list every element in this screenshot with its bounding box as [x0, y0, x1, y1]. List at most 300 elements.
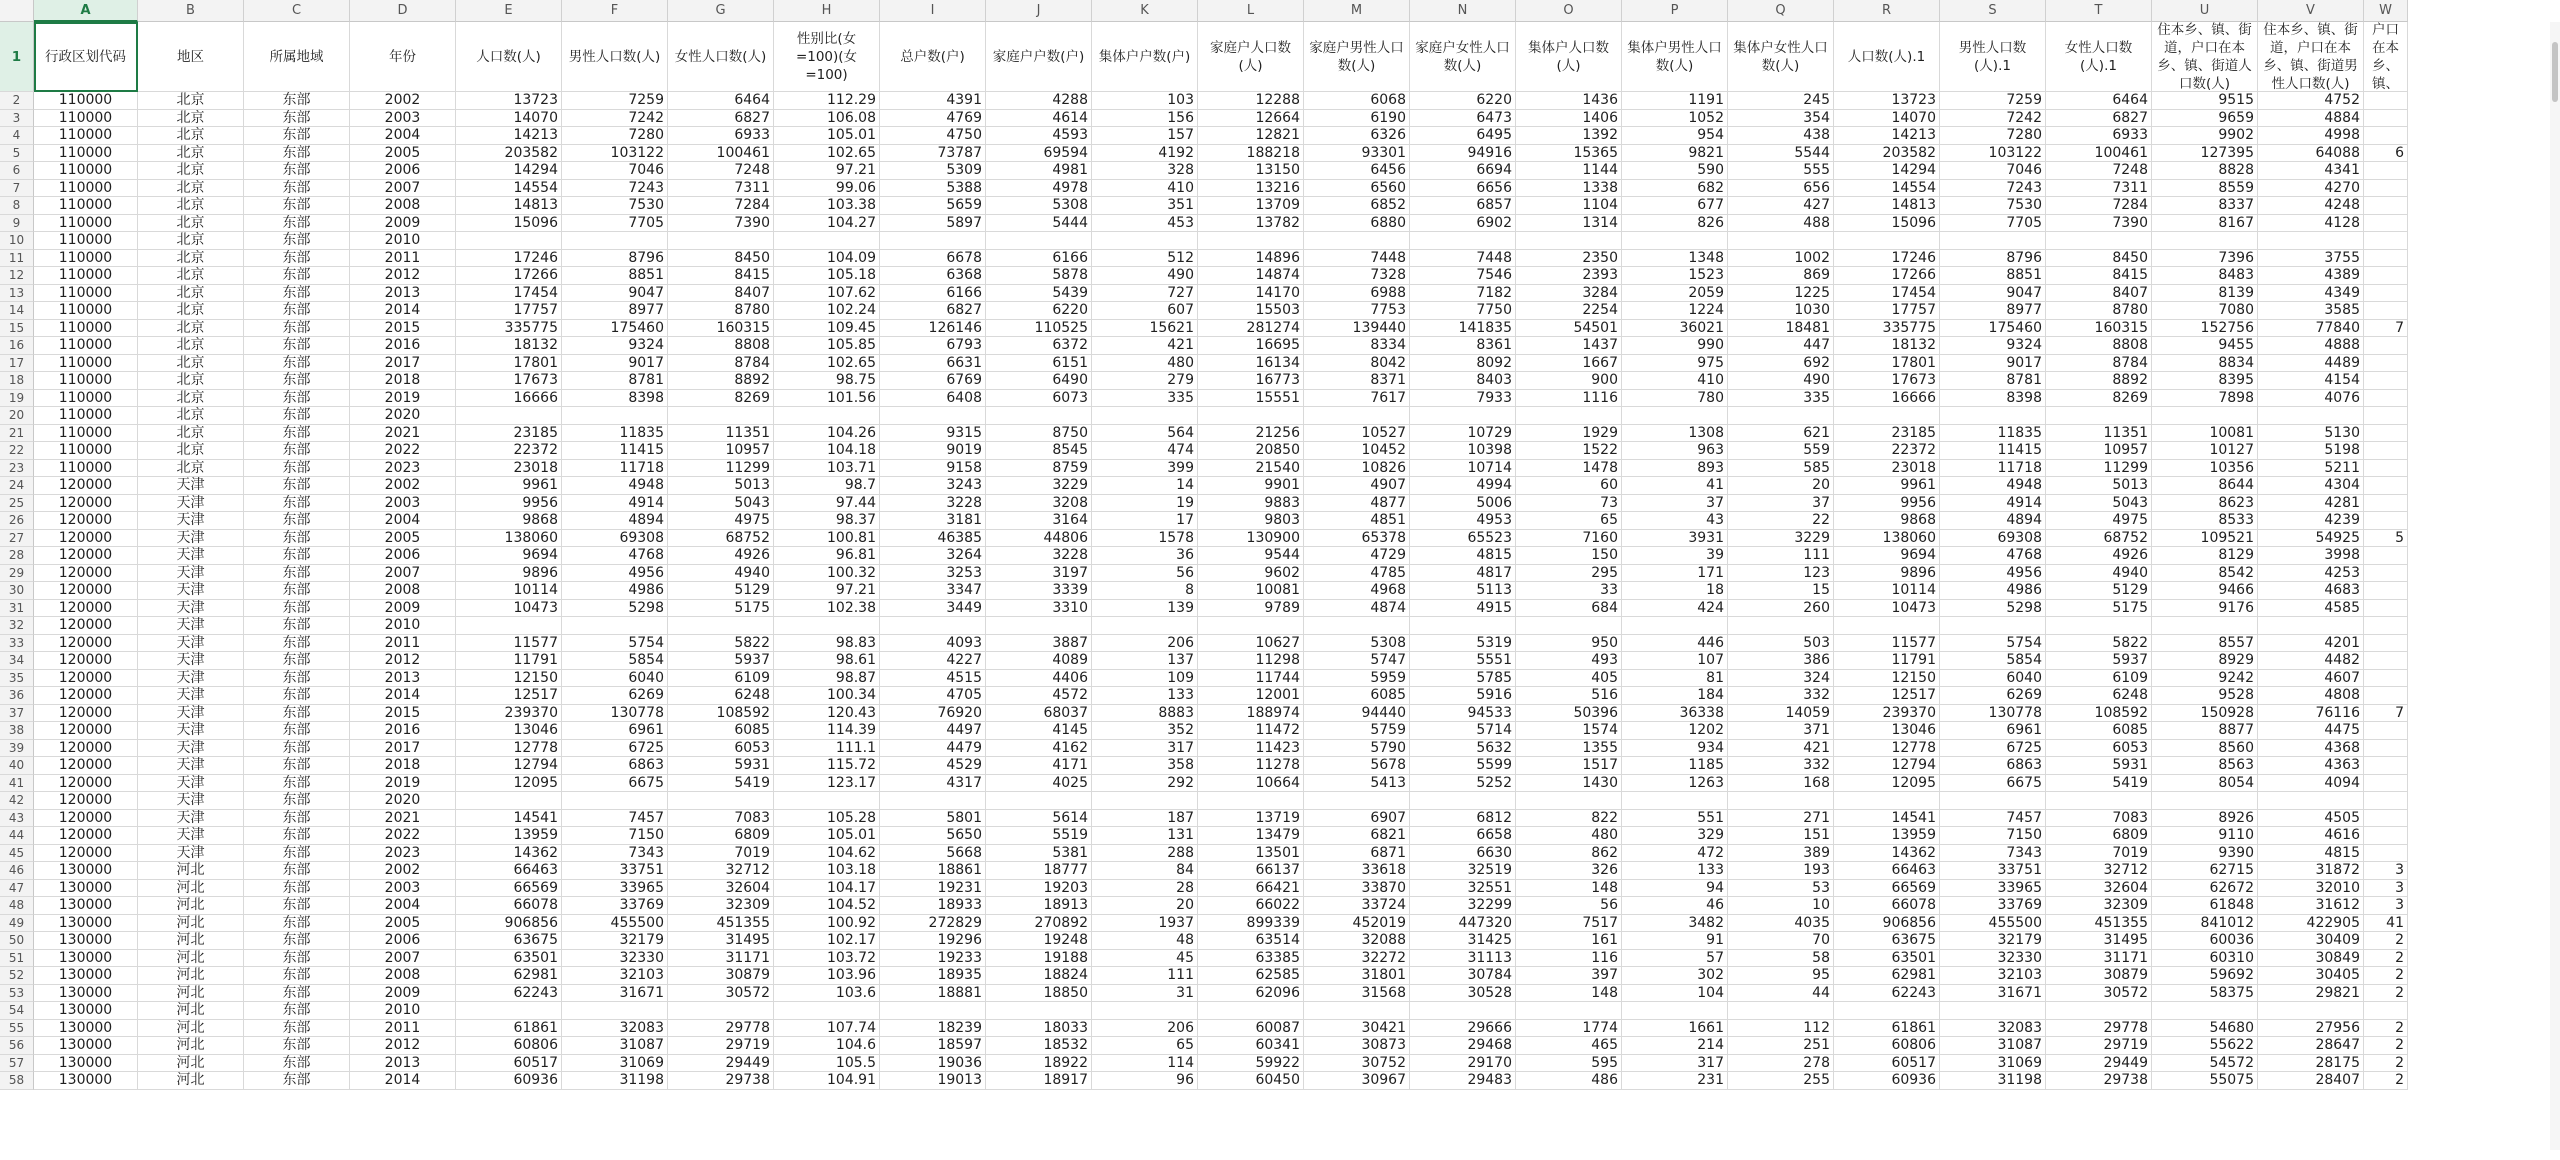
table-cell[interactable]: 76116	[2258, 705, 2364, 723]
table-cell[interactable]: 7160	[1516, 530, 1622, 548]
table-cell[interactable]: 7284	[668, 197, 774, 215]
table-cell[interactable]: 东部	[244, 652, 350, 670]
table-cell[interactable]: 北京	[138, 180, 244, 198]
table-cell[interactable]: 东部	[244, 1072, 350, 1090]
table-cell[interactable]: 9528	[2152, 687, 2258, 705]
table-cell[interactable]: 28	[1092, 880, 1198, 898]
table-cell[interactable]: 6560	[1304, 180, 1410, 198]
table-cell[interactable]: 22	[1728, 512, 1834, 530]
table-cell[interactable]: 60806	[1834, 1037, 1940, 1055]
table-cell[interactable]	[1728, 232, 1834, 250]
table-cell[interactable]: 5785	[1410, 670, 1516, 688]
table-cell[interactable]: 8780	[2046, 302, 2152, 320]
table-cell[interactable]: 9455	[2152, 337, 2258, 355]
table-cell[interactable]: 32309	[668, 897, 774, 915]
table-cell[interactable]: 58	[1728, 950, 1834, 968]
table-cell[interactable]: 北京	[138, 337, 244, 355]
table-cell[interactable]: 5931	[2046, 757, 2152, 775]
table-cell[interactable]: 4705	[880, 687, 986, 705]
table-cell[interactable]: 127395	[2152, 145, 2258, 163]
table-cell[interactable]: 32330	[562, 950, 668, 968]
table-cell[interactable]: 4089	[986, 652, 1092, 670]
row-number[interactable]: 36	[0, 687, 34, 705]
table-cell[interactable]: 4171	[986, 757, 1092, 775]
row-number[interactable]: 19	[0, 390, 34, 408]
table-cell[interactable]	[2258, 792, 2364, 810]
table-cell[interactable]: 天津	[138, 722, 244, 740]
table-cell[interactable]: 东部	[244, 565, 350, 583]
table-cell[interactable]	[1304, 1002, 1410, 1020]
table-cell[interactable]: 2007	[350, 180, 456, 198]
table-cell[interactable]: 94533	[1410, 705, 1516, 723]
table-cell[interactable]: 6166	[880, 285, 986, 303]
table-cell[interactable]: 58375	[2152, 985, 2258, 1003]
table-cell[interactable]: 111	[1092, 967, 1198, 985]
table-cell[interactable]: 23018	[1834, 460, 1940, 478]
table-cell[interactable]: 10473	[1834, 600, 1940, 618]
table-cell[interactable]: 28175	[2258, 1055, 2364, 1073]
table-cell[interactable]: 18824	[986, 967, 1092, 985]
table-cell[interactable]: 天津	[138, 775, 244, 793]
table-cell[interactable]: 14213	[1834, 127, 1940, 145]
table-cell[interactable]: 9902	[2152, 127, 2258, 145]
table-cell[interactable]: 486	[1516, 1072, 1622, 1090]
table-cell[interactable]: 6656	[1410, 180, 1516, 198]
table-cell[interactable]: 18132	[456, 337, 562, 355]
row-number[interactable]: 12	[0, 267, 34, 285]
table-cell[interactable]: 9883	[1198, 495, 1304, 513]
table-cell[interactable]: 5650	[880, 827, 986, 845]
table-cell[interactable]	[2046, 792, 2152, 810]
table-cell[interactable]: 302	[1622, 967, 1728, 985]
table-cell[interactable]: 1929	[1516, 425, 1622, 443]
table-cell[interactable]: 31069	[1940, 1055, 2046, 1073]
table-cell[interactable]: 4851	[1304, 512, 1410, 530]
table-cell[interactable]: 河北	[138, 985, 244, 1003]
table-cell[interactable]: 37	[1728, 495, 1834, 513]
table-cell[interactable]	[1410, 407, 1516, 425]
table-cell[interactable]: 8483	[2152, 267, 2258, 285]
active-cell[interactable]: 行政区划代码	[34, 22, 138, 92]
table-cell[interactable]: 5013	[668, 477, 774, 495]
table-cell[interactable]: 559	[1728, 442, 1834, 460]
table-cell[interactable]: 7	[2364, 705, 2408, 723]
table-cell[interactable]: 99.06	[774, 180, 880, 198]
table-cell[interactable]: 104	[1622, 985, 1728, 1003]
table-cell[interactable]: 110000	[34, 92, 138, 110]
table-cell[interactable]: 114	[1092, 1055, 1198, 1073]
table-cell[interactable]: 150	[1516, 547, 1622, 565]
table-cell[interactable]: 94916	[1410, 145, 1516, 163]
table-cell[interactable]: 8269	[2046, 390, 2152, 408]
table-cell[interactable]: 8337	[2152, 197, 2258, 215]
table-cell[interactable]: 595	[1516, 1055, 1622, 1073]
table-cell[interactable]: 5931	[668, 757, 774, 775]
table-cell[interactable]: 335775	[456, 320, 562, 338]
table-cell[interactable]	[1834, 1002, 1940, 1020]
table-cell[interactable]: 东部	[244, 495, 350, 513]
table-cell[interactable]	[1940, 792, 2046, 810]
table-cell[interactable]: 31198	[562, 1072, 668, 1090]
table-cell[interactable]: 585	[1728, 460, 1834, 478]
table-cell[interactable]: 30421	[1304, 1020, 1410, 1038]
table-cell[interactable]: 2016	[350, 722, 456, 740]
table-cell[interactable]: 203582	[456, 145, 562, 163]
table-cell[interactable]: 105.01	[774, 827, 880, 845]
table-cell[interactable]: 北京	[138, 162, 244, 180]
table-cell[interactable]	[2364, 600, 2408, 618]
table-cell[interactable]: 3264	[880, 547, 986, 565]
table-cell[interactable]: 59692	[2152, 967, 2258, 985]
table-cell[interactable]: 352	[1092, 722, 1198, 740]
table-cell[interactable]: 天津	[138, 845, 244, 863]
table-cell[interactable]: 8781	[1940, 372, 2046, 390]
table-cell[interactable]: 12517	[1834, 687, 1940, 705]
table-cell[interactable]: 1436	[1516, 92, 1622, 110]
table-cell[interactable]	[2152, 617, 2258, 635]
row-number[interactable]: 21	[0, 425, 34, 443]
table-cell[interactable]: 9896	[456, 565, 562, 583]
table-cell[interactable]: 天津	[138, 582, 244, 600]
header-cell[interactable]: 总户数(户)	[880, 22, 986, 92]
table-cell[interactable]: 60310	[2152, 950, 2258, 968]
table-cell[interactable]: 56	[1092, 565, 1198, 583]
table-cell[interactable]: 8796	[1940, 250, 2046, 268]
table-cell[interactable]: 727	[1092, 285, 1198, 303]
table-cell[interactable]: 110000	[34, 285, 138, 303]
table-cell[interactable]: 5897	[880, 215, 986, 233]
table-cell[interactable]: 110000	[34, 460, 138, 478]
table-cell[interactable]: 6109	[2046, 670, 2152, 688]
table-cell[interactable]: 22372	[456, 442, 562, 460]
scrollbar-thumb[interactable]	[2552, 42, 2558, 102]
table-cell[interactable]: 1030	[1728, 302, 1834, 320]
column-header[interactable]: Q	[1728, 0, 1834, 22]
table-cell[interactable]: 65523	[1410, 530, 1516, 548]
table-cell[interactable]: 1308	[1622, 425, 1728, 443]
table-cell[interactable]: 北京	[138, 355, 244, 373]
table-cell[interactable]: 天津	[138, 810, 244, 828]
table-cell[interactable]: 1430	[1516, 775, 1622, 793]
table-cell[interactable]: 4479	[880, 740, 986, 758]
table-cell[interactable]: 12150	[456, 670, 562, 688]
table-cell[interactable]: 105.28	[774, 810, 880, 828]
table-cell[interactable]: 120000	[34, 582, 138, 600]
table-cell[interactable]: 东部	[244, 547, 350, 565]
row-number[interactable]: 18	[0, 372, 34, 390]
table-cell[interactable]: 2393	[1516, 267, 1622, 285]
table-cell[interactable]: 2009	[350, 215, 456, 233]
table-cell[interactable]: 120000	[34, 810, 138, 828]
table-cell[interactable]: 2008	[350, 967, 456, 985]
table-cell[interactable]: 10114	[456, 582, 562, 600]
table-cell[interactable]: 490	[1728, 372, 1834, 390]
table-cell[interactable]: 1185	[1622, 757, 1728, 775]
table-cell[interactable]: 1406	[1516, 110, 1622, 128]
table-cell[interactable]: 410	[1622, 372, 1728, 390]
table-cell[interactable]: 54680	[2152, 1020, 2258, 1038]
table-cell[interactable]: 53	[1728, 880, 1834, 898]
table-cell[interactable]: 31425	[1410, 932, 1516, 950]
table-cell[interactable]: 4683	[2258, 582, 2364, 600]
table-cell[interactable]: 19013	[880, 1072, 986, 1090]
table-cell[interactable]: 北京	[138, 407, 244, 425]
table-cell[interactable]: 13216	[1198, 180, 1304, 198]
table-cell[interactable]: 66022	[1198, 897, 1304, 915]
table-cell[interactable]: 29778	[2046, 1020, 2152, 1038]
table-cell[interactable]: 5754	[1940, 635, 2046, 653]
table-cell[interactable]: 4614	[986, 110, 1092, 128]
table-cell[interactable]	[2364, 827, 2408, 845]
table-cell[interactable]: 6269	[562, 687, 668, 705]
row-number[interactable]: 30	[0, 582, 34, 600]
table-cell[interactable]	[880, 232, 986, 250]
table-cell[interactable]	[774, 617, 880, 635]
table-cell[interactable]: 7530	[562, 197, 668, 215]
table-cell[interactable]: 1661	[1622, 1020, 1728, 1038]
table-cell[interactable]: 193	[1728, 862, 1834, 880]
table-cell[interactable]: 1002	[1728, 250, 1834, 268]
table-cell[interactable]: 7	[2364, 320, 2408, 338]
table-cell[interactable]: 7517	[1516, 915, 1622, 933]
table-cell[interactable]: 15	[1728, 582, 1834, 600]
table-cell[interactable]: 2	[2364, 1055, 2408, 1073]
table-cell[interactable]: 110000	[34, 180, 138, 198]
table-cell[interactable]: 104.17	[774, 880, 880, 898]
table-cell[interactable]: 东部	[244, 407, 350, 425]
table-cell[interactable]: 7280	[1940, 127, 2046, 145]
table-cell[interactable]	[2364, 582, 2408, 600]
table-cell[interactable]	[1410, 1002, 1516, 1020]
table-cell[interactable]: 2007	[350, 950, 456, 968]
table-cell[interactable]: 187	[1092, 810, 1198, 828]
table-cell[interactable]: 120000	[34, 740, 138, 758]
table-cell[interactable]: 317	[1092, 740, 1198, 758]
table-cell[interactable]: 8	[1092, 582, 1198, 600]
table-cell[interactable]: 5309	[880, 162, 986, 180]
table-cell[interactable]: 4270	[2258, 180, 2364, 198]
table-cell[interactable]: 1392	[1516, 127, 1622, 145]
row-number[interactable]: 24	[0, 477, 34, 495]
table-cell[interactable]: 29483	[1410, 1072, 1516, 1090]
table-cell[interactable]: 3181	[880, 512, 986, 530]
table-cell[interactable]: 2020	[350, 407, 456, 425]
table-cell[interactable]: 4094	[2258, 775, 2364, 793]
table-cell[interactable]: 13723	[1834, 92, 1940, 110]
table-cell[interactable]: 110000	[34, 267, 138, 285]
table-cell[interactable]: 5130	[2258, 425, 2364, 443]
table-cell[interactable]: 120000	[34, 635, 138, 653]
table-cell[interactable]: 110000	[34, 145, 138, 163]
header-cell[interactable]: 住本乡、镇、街道，户口在本乡、镇、街道男性人口数(人)	[2258, 22, 2364, 92]
table-cell[interactable]: 2011	[350, 250, 456, 268]
table-cell[interactable]: 31612	[2258, 897, 2364, 915]
table-cell[interactable]: 7046	[562, 162, 668, 180]
table-cell[interactable]: 东部	[244, 1055, 350, 1073]
table-cell[interactable]: 564	[1092, 425, 1198, 443]
table-cell[interactable]	[456, 1002, 562, 1020]
table-cell[interactable]: 30879	[668, 967, 774, 985]
header-cell[interactable]: 女性人口数(人)	[668, 22, 774, 92]
header-cell[interactable]: 男性人口数(人).1	[1940, 22, 2046, 92]
table-cell[interactable]: 33	[1516, 582, 1622, 600]
table-cell[interactable]: 5790	[1304, 740, 1410, 758]
table-cell[interactable]: 110000	[34, 250, 138, 268]
table-cell[interactable]: 东部	[244, 880, 350, 898]
row-number[interactable]: 39	[0, 740, 34, 758]
table-cell[interactable]: 东部	[244, 792, 350, 810]
table-cell[interactable]: 455500	[1940, 915, 2046, 933]
table-cell[interactable]	[1622, 407, 1728, 425]
column-header[interactable]: O	[1516, 0, 1622, 22]
table-cell[interactable]: 63514	[1198, 932, 1304, 950]
table-cell[interactable]: 7457	[1940, 810, 2046, 828]
table-cell[interactable]: 5822	[2046, 635, 2152, 653]
table-cell[interactable]: 3208	[986, 495, 1092, 513]
table-cell[interactable]: 6827	[2046, 110, 2152, 128]
table-cell[interactable]: 61861	[1834, 1020, 1940, 1038]
table-cell[interactable]	[880, 617, 986, 635]
table-cell[interactable]: 2012	[350, 1037, 456, 1055]
table-cell[interactable]: 130000	[34, 950, 138, 968]
table-cell[interactable]: 4975	[2046, 512, 2152, 530]
table-cell[interactable]: 326	[1516, 862, 1622, 880]
table-cell[interactable]	[2364, 687, 2408, 705]
table-cell[interactable]: 97.21	[774, 582, 880, 600]
table-cell[interactable]: 2022	[350, 442, 456, 460]
table-cell[interactable]: 8557	[2152, 635, 2258, 653]
table-cell[interactable]	[1834, 407, 1940, 425]
table-cell[interactable]: 7343	[562, 845, 668, 863]
table-cell[interactable]: 50396	[1516, 705, 1622, 723]
table-cell[interactable]: 161	[1516, 932, 1622, 950]
table-cell[interactable]: 8796	[562, 250, 668, 268]
table-cell[interactable]: 5599	[1410, 757, 1516, 775]
table-cell[interactable]: 160315	[668, 320, 774, 338]
table-cell[interactable]: 4948	[1940, 477, 2046, 495]
table-cell[interactable]: 32083	[562, 1020, 668, 1038]
table-cell[interactable]: 6151	[986, 355, 1092, 373]
table-cell[interactable]: 32330	[1940, 950, 2046, 968]
table-cell[interactable]	[2364, 337, 2408, 355]
table-cell[interactable]: 2008	[350, 197, 456, 215]
table-cell[interactable]: 4894	[1940, 512, 2046, 530]
table-cell[interactable]: 东部	[244, 460, 350, 478]
table-cell[interactable]: 8450	[2046, 250, 2152, 268]
table-cell[interactable]: 70	[1728, 932, 1834, 950]
table-cell[interactable]: 2002	[350, 92, 456, 110]
table-cell[interactable]: 2014	[350, 302, 456, 320]
table-cell[interactable]: 18861	[880, 862, 986, 880]
table-cell[interactable]: 东部	[244, 897, 350, 915]
table-cell[interactable]: 111.1	[774, 740, 880, 758]
table-cell[interactable]: 4281	[2258, 495, 2364, 513]
table-cell[interactable]: 8563	[2152, 757, 2258, 775]
table-cell[interactable]: 20850	[1198, 442, 1304, 460]
table-cell[interactable]: 2017	[350, 740, 456, 758]
table-cell[interactable]: 天津	[138, 827, 244, 845]
table-cell[interactable]: 4914	[1940, 495, 2046, 513]
table-cell[interactable]: 251	[1728, 1037, 1834, 1055]
table-cell[interactable]: 62715	[2152, 862, 2258, 880]
table-cell[interactable]: 9961	[456, 477, 562, 495]
table-cell[interactable]: 4368	[2258, 740, 2364, 758]
table-cell[interactable]: 270892	[986, 915, 1092, 933]
table-cell[interactable]: 682	[1622, 180, 1728, 198]
table-cell[interactable]: 8851	[562, 267, 668, 285]
table-cell[interactable]: 94	[1622, 880, 1728, 898]
table-cell[interactable]: 899339	[1198, 915, 1304, 933]
table-cell[interactable]: 东部	[244, 600, 350, 618]
table-cell[interactable]: 780	[1622, 390, 1728, 408]
table-cell[interactable]	[1198, 407, 1304, 425]
column-header[interactable]: L	[1198, 0, 1304, 22]
table-cell[interactable]: 2003	[350, 495, 456, 513]
table-cell[interactable]: 11835	[1940, 425, 2046, 443]
table-cell[interactable]: 7242	[1940, 110, 2046, 128]
table-cell[interactable]: 66463	[1834, 862, 1940, 880]
table-cell[interactable]: 3339	[986, 582, 1092, 600]
table-cell[interactable]: 11744	[1198, 670, 1304, 688]
table-cell[interactable]: 103	[1092, 92, 1198, 110]
table-cell[interactable]: 3243	[880, 477, 986, 495]
table-cell[interactable]: 7390	[2046, 215, 2152, 233]
table-cell[interactable]: 9017	[562, 355, 668, 373]
table-cell[interactable]: 6166	[986, 250, 1092, 268]
table-cell[interactable]: 11718	[1940, 460, 2046, 478]
table-cell[interactable]	[2364, 1002, 2408, 1020]
table-cell[interactable]: 8415	[2046, 267, 2152, 285]
table-cell[interactable]: 8560	[2152, 740, 2258, 758]
table-cell[interactable]: 110000	[34, 390, 138, 408]
table-cell[interactable]: 120000	[34, 477, 138, 495]
table-cell[interactable]: 148	[1516, 985, 1622, 1003]
header-cell[interactable]: 地区	[138, 22, 244, 92]
table-cell[interactable]	[2364, 285, 2408, 303]
table-cell[interactable]: 102.65	[774, 145, 880, 163]
table-cell[interactable]: 2015	[350, 705, 456, 723]
table-cell[interactable]: 14554	[456, 180, 562, 198]
table-cell[interactable]: 14	[1092, 477, 1198, 495]
table-cell[interactable]: 东部	[244, 530, 350, 548]
table-cell[interactable]: 4145	[986, 722, 1092, 740]
table-cell[interactable]	[1622, 232, 1728, 250]
table-cell[interactable]	[2364, 372, 2408, 390]
table-cell[interactable]: 2350	[1516, 250, 1622, 268]
table-cell[interactable]: 2004	[350, 127, 456, 145]
table-cell[interactable]: 93301	[1304, 145, 1410, 163]
table-cell[interactable]: 北京	[138, 460, 244, 478]
table-cell[interactable]: 15096	[456, 215, 562, 233]
table-cell[interactable]: 3228	[986, 547, 1092, 565]
table-cell[interactable]: 98.83	[774, 635, 880, 653]
table-cell[interactable]: 18933	[880, 897, 986, 915]
table-cell[interactable]: 111	[1728, 547, 1834, 565]
table-cell[interactable]: 4768	[562, 547, 668, 565]
table-cell[interactable]: 4894	[562, 512, 668, 530]
table-cell[interactable]: 2013	[350, 285, 456, 303]
table-cell[interactable]: 12095	[1834, 775, 1940, 793]
table-cell[interactable]: 1144	[1516, 162, 1622, 180]
column-header[interactable]: K	[1092, 0, 1198, 22]
table-cell[interactable]: 东部	[244, 372, 350, 390]
table-cell[interactable]	[456, 617, 562, 635]
table-cell[interactable]: 10957	[668, 442, 774, 460]
table-cell[interactable]: 10452	[1304, 442, 1410, 460]
table-cell[interactable]: 2006	[350, 162, 456, 180]
table-cell[interactable]: 天津	[138, 740, 244, 758]
table-cell[interactable]	[456, 792, 562, 810]
